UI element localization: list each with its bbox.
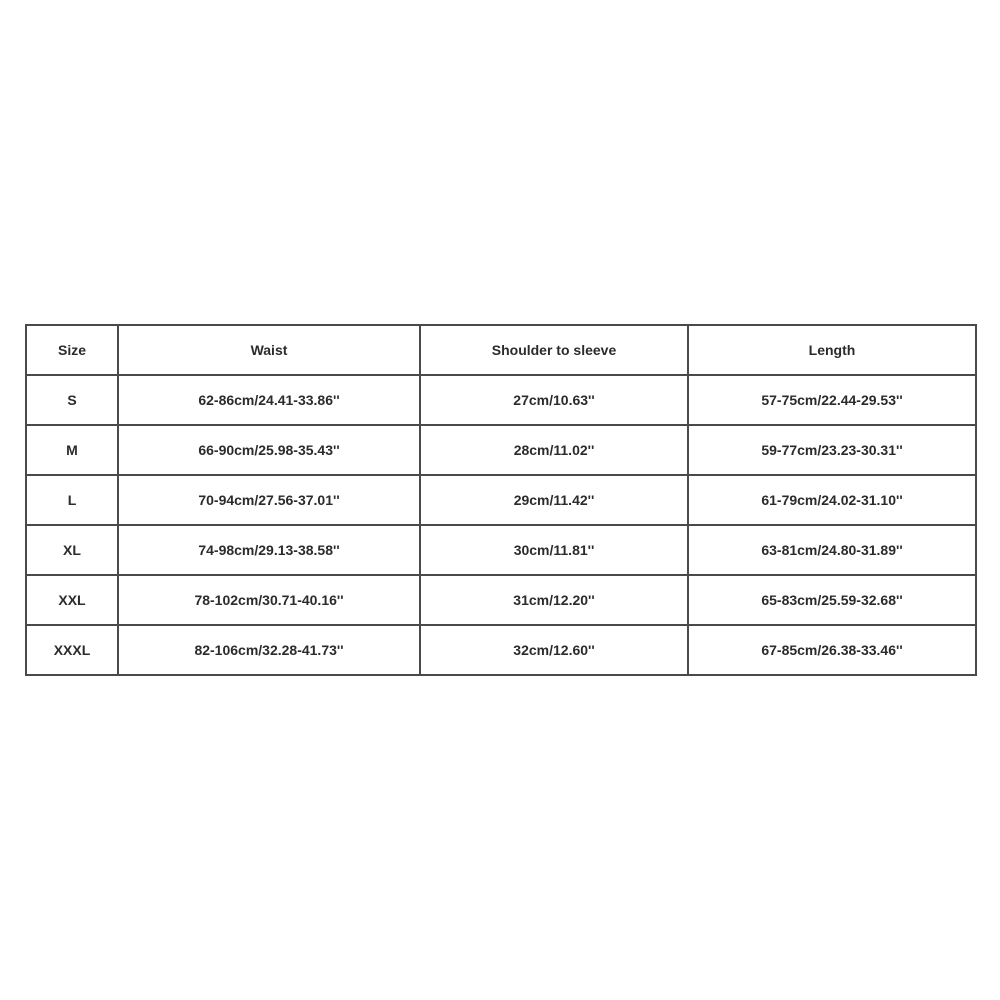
header-length: Length bbox=[688, 325, 976, 375]
size-cell: M bbox=[26, 425, 118, 475]
shoulder-cell: 27cm/10.63'' bbox=[420, 375, 688, 425]
length-cell: 57-75cm/22.44-29.53'' bbox=[688, 375, 976, 425]
length-cell: 67-85cm/26.38-33.46'' bbox=[688, 625, 976, 675]
table-row bbox=[26, 375, 976, 425]
table-row bbox=[26, 525, 976, 575]
waist-cell: 74-98cm/29.13-38.58'' bbox=[118, 525, 420, 575]
size-cell: XXXL bbox=[26, 625, 118, 675]
size-cell: S bbox=[26, 375, 118, 425]
size-cell: XL bbox=[26, 525, 118, 575]
size-chart-table bbox=[25, 324, 977, 676]
table-header-row bbox=[26, 325, 976, 375]
waist-cell: 62-86cm/24.41-33.86'' bbox=[118, 375, 420, 425]
header-shoulder-to-sleeve: Shoulder to sleeve bbox=[420, 325, 688, 375]
size-cell: L bbox=[26, 475, 118, 525]
shoulder-cell: 30cm/11.81'' bbox=[420, 525, 688, 575]
shoulder-cell: 28cm/11.02'' bbox=[420, 425, 688, 475]
length-cell: 61-79cm/24.02-31.10'' bbox=[688, 475, 976, 525]
waist-cell: 82-106cm/32.28-41.73'' bbox=[118, 625, 420, 675]
waist-cell: 78-102cm/30.71-40.16'' bbox=[118, 575, 420, 625]
table-row bbox=[26, 575, 976, 625]
length-cell: 59-77cm/23.23-30.31'' bbox=[688, 425, 976, 475]
shoulder-cell: 31cm/12.20'' bbox=[420, 575, 688, 625]
shoulder-cell: 32cm/12.60'' bbox=[420, 625, 688, 675]
table-row bbox=[26, 625, 976, 675]
length-cell: 63-81cm/24.80-31.89'' bbox=[688, 525, 976, 575]
shoulder-cell: 29cm/11.42'' bbox=[420, 475, 688, 525]
header-size: Size bbox=[26, 325, 118, 375]
header-waist: Waist bbox=[118, 325, 420, 375]
length-cell: 65-83cm/25.59-32.68'' bbox=[688, 575, 976, 625]
table-row bbox=[26, 475, 976, 525]
table-row bbox=[26, 425, 976, 475]
waist-cell: 66-90cm/25.98-35.43'' bbox=[118, 425, 420, 475]
waist-cell: 70-94cm/27.56-37.01'' bbox=[118, 475, 420, 525]
size-cell: XXL bbox=[26, 575, 118, 625]
